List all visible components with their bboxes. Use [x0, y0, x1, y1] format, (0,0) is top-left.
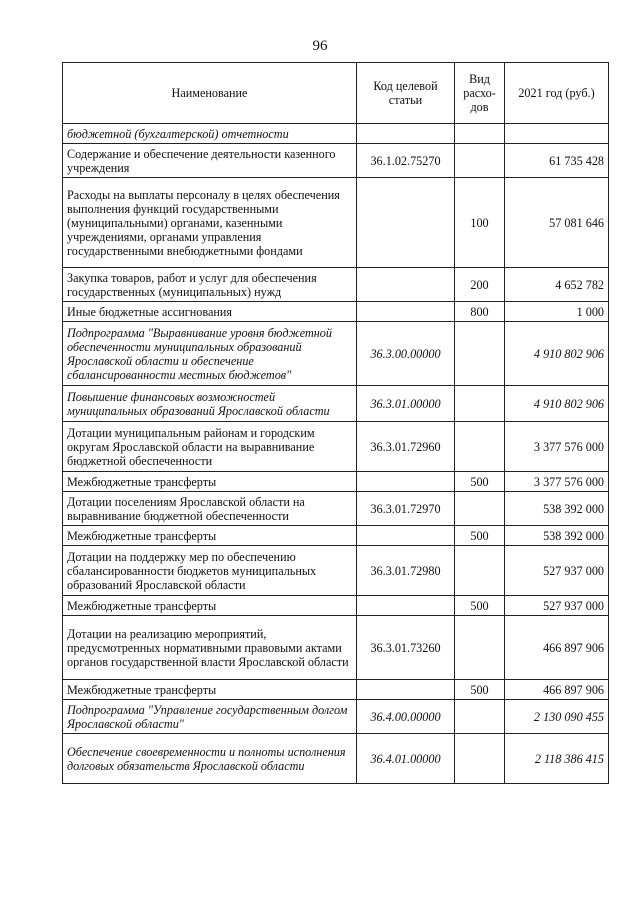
- row-amount-cell: 466 897 906: [505, 616, 609, 680]
- row-vid-cell: 500: [455, 472, 505, 492]
- row-code-cell: [357, 124, 455, 144]
- row-amount-cell: 2 118 386 415: [505, 734, 609, 784]
- table-row: [63, 596, 609, 616]
- table-row: [63, 178, 609, 268]
- row-amount-cell: 57 081 646: [505, 178, 609, 268]
- row-name-cell: Подпрограмма "Выравнивание уровня бюджетной обеспеченности муниципальных образований Ярославской области и обеспечение сбалансированности местных бюджетов": [63, 322, 357, 386]
- row-name-cell: Межбюджетные трансферты: [63, 596, 357, 616]
- row-code-cell: 36.4.01.00000: [357, 734, 455, 784]
- row-code-cell: 36.3.01.72970: [357, 492, 455, 526]
- row-vid-cell: 100: [455, 178, 505, 268]
- row-name-cell: Повышение финансовых возможностей муниципальных образований Ярославской области: [63, 386, 357, 422]
- row-code-cell: [357, 178, 455, 268]
- table-row: [63, 700, 609, 734]
- row-amount-cell: 4 910 802 906: [505, 386, 609, 422]
- row-amount-cell: 3 377 576 000: [505, 472, 609, 492]
- row-code-cell: 36.3.01.72980: [357, 546, 455, 596]
- row-amount-cell: [505, 124, 609, 144]
- row-name-cell: Содержание и обеспечение деятельности казенного учреждения: [63, 144, 357, 178]
- row-vid-cell: 500: [455, 526, 505, 546]
- row-code-cell: [357, 268, 455, 302]
- table-row: [63, 422, 609, 472]
- row-code-cell: 36.3.01.00000: [357, 386, 455, 422]
- row-amount-cell: 527 937 000: [505, 546, 609, 596]
- row-name-cell: бюджетной (бухгалтерской) отчетности: [63, 124, 357, 144]
- row-amount-cell: 538 392 000: [505, 526, 609, 546]
- row-vid-cell: [455, 422, 505, 472]
- row-code-cell: 36.3.01.73260: [357, 616, 455, 680]
- row-name-cell: Подпрограмма "Управление государственным долгом Ярославской области": [63, 700, 357, 734]
- row-vid-cell: [455, 546, 505, 596]
- header-code: Код целевой статьи: [357, 63, 455, 124]
- row-name-cell: Дотации муниципальным районам и городским округам Ярославской области на выравнивание бюджетной обеспеченности: [63, 422, 357, 472]
- table-row: [63, 546, 609, 596]
- table-row: [63, 124, 609, 144]
- row-amount-cell: 2 130 090 455: [505, 700, 609, 734]
- table-row: [63, 526, 609, 546]
- table-row: [63, 472, 609, 492]
- row-vid-cell: 800: [455, 302, 505, 322]
- row-code-cell: [357, 526, 455, 546]
- row-code-cell: 36.4.00.00000: [357, 700, 455, 734]
- row-name-cell: Дотации на реализацию мероприятий, предусмотренных нормативными правовыми актами органов государственной власти Ярославской области: [63, 616, 357, 680]
- row-amount-cell: 3 377 576 000: [505, 422, 609, 472]
- row-amount-cell: 538 392 000: [505, 492, 609, 526]
- row-code-cell: [357, 596, 455, 616]
- row-name-cell: Межбюджетные трансферты: [63, 680, 357, 700]
- row-code-cell: 36.1.02.75270: [357, 144, 455, 178]
- row-vid-cell: 500: [455, 596, 505, 616]
- row-amount-cell: 4 652 782: [505, 268, 609, 302]
- row-name-cell: Закупка товаров, работ и услуг для обеспечения государственных (муниципальных) нужд: [63, 268, 357, 302]
- row-vid-cell: 500: [455, 680, 505, 700]
- row-name-cell: Расходы на выплаты персоналу в целях обеспечения выполнения функций государственными (муниципальными) органами, казенными учреждениями, органами управления государственными внебюджетными фондами: [63, 178, 357, 268]
- row-code-cell: [357, 302, 455, 322]
- row-code-cell: 36.3.01.72960: [357, 422, 455, 472]
- row-amount-cell: 61 735 428: [505, 144, 609, 178]
- page-number: 96: [312, 38, 328, 54]
- row-amount-cell: 1 000: [505, 302, 609, 322]
- header-name: Наименование: [63, 63, 357, 124]
- header-amount: 2021 год (руб.): [505, 63, 609, 124]
- row-code-cell: 36.3.00.00000: [357, 322, 455, 386]
- row-vid-cell: [455, 700, 505, 734]
- row-vid-cell: [455, 144, 505, 178]
- row-vid-cell: [455, 616, 505, 680]
- row-name-cell: Обеспечение своевременности и полноты исполнения долговых обязательств Ярославской области: [63, 734, 357, 784]
- table-row: [63, 616, 609, 680]
- row-vid-cell: [455, 492, 505, 526]
- row-name-cell: Дотации поселениям Ярославской области на выравнивание бюджетной обеспеченности: [63, 492, 357, 526]
- row-amount-cell: 527 937 000: [505, 596, 609, 616]
- row-name-cell: Иные бюджетные ассигнования: [63, 302, 357, 322]
- table-row: [63, 302, 609, 322]
- row-amount-cell: 4 910 802 906: [505, 322, 609, 386]
- row-vid-cell: [455, 386, 505, 422]
- row-name-cell: Межбюджетные трансферты: [63, 526, 357, 546]
- table-row: [63, 144, 609, 178]
- row-code-cell: [357, 680, 455, 700]
- table-row: [63, 680, 609, 700]
- table-row: [63, 386, 609, 422]
- row-name-cell: Дотации на поддержку мер по обеспечению сбалансированности бюджетов муниципальных образований Ярославской области: [63, 546, 357, 596]
- budget-table: [62, 62, 609, 784]
- table-row: [63, 734, 609, 784]
- row-vid-cell: [455, 322, 505, 386]
- row-amount-cell: 466 897 906: [505, 680, 609, 700]
- header-vid: Вид расхо-дов: [455, 63, 505, 124]
- table-row: [63, 322, 609, 386]
- table-row: [63, 492, 609, 526]
- table-row: [63, 268, 609, 302]
- row-vid-cell: [455, 734, 505, 784]
- row-vid-cell: 200: [455, 268, 505, 302]
- row-vid-cell: [455, 124, 505, 144]
- row-name-cell: Межбюджетные трансферты: [63, 472, 357, 492]
- table-body: [63, 124, 609, 784]
- row-code-cell: [357, 472, 455, 492]
- table-header-row: [63, 63, 609, 124]
